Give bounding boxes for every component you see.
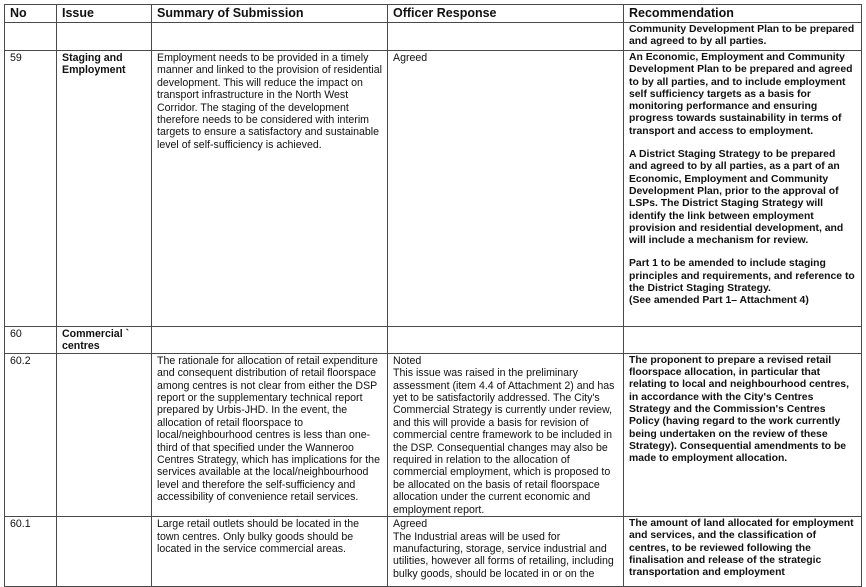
table-row bbox=[5, 327, 862, 354]
recommendation-text: The amount of land allocated for employment and services, and the classification of centres, to be reviewed following the finalisation and release of the strategic transportation and employment bbox=[629, 518, 854, 579]
submissions-table bbox=[4, 4, 862, 587]
cell-summary bbox=[152, 327, 388, 354]
cell-no: 60.2 bbox=[5, 353, 57, 516]
cell-recommendation bbox=[624, 23, 862, 51]
cell-no bbox=[5, 23, 57, 51]
table-row bbox=[5, 517, 862, 587]
recommendation-text: The proponent to prepare a revised retail floorspace allocation, in particular that relating to local and neighbourhood centres, in accordance with the City's Centres Strategy and the Commission's Centres Policy (having regard to the work currently being undertaken on the review of these Strategy). Consequential amendments to be made to employment allocation. bbox=[629, 354, 849, 465]
cell-summary: Large retail outlets should be located in the town centres. Only bulky goods should be located in the service commercial areas. bbox=[152, 517, 388, 587]
cell-recommendation bbox=[624, 353, 862, 516]
header-summary: Summary of Submission bbox=[152, 5, 388, 23]
cell-recommendation bbox=[624, 51, 862, 327]
cell-officer-response bbox=[388, 23, 624, 51]
table-row bbox=[5, 51, 862, 327]
cell-recommendation bbox=[624, 517, 862, 587]
cell-issue bbox=[57, 353, 152, 516]
cell-officer-response: Agreed The Industrial areas will be used for manufacturing, storage, service industrial and utilities, however all forms of retailing, including bulky goods, should be located in or on the bbox=[388, 517, 624, 587]
cell-issue bbox=[57, 23, 152, 51]
cell-no: 60.1 bbox=[5, 517, 57, 587]
table-header-row bbox=[5, 5, 862, 23]
cell-no: 59 bbox=[5, 51, 57, 327]
table-row bbox=[5, 353, 862, 516]
table-row bbox=[5, 23, 862, 51]
recommendation-text: Community Development Plan to be prepared and agreed to by all parties. bbox=[629, 24, 855, 48]
recommendation-text: An Economic, Employment and Community Development Plan to be prepared and agreed to by all parties, and to include employment self sufficiency targets as a basis for monitoring performance and ensuring progress towards sustainability in terms of transport and access to employment. bbox=[629, 52, 853, 137]
header-recommendation: Recommendation bbox=[624, 5, 862, 23]
recommendation-text: Part 1 to be amended to include staging principles and requirements, and reference to the District Staging Strategy. bbox=[629, 258, 855, 295]
cell-summary bbox=[152, 23, 388, 51]
cell-issue: Commercial ` centres bbox=[57, 327, 152, 354]
cell-officer-response: Agreed bbox=[388, 51, 624, 327]
header-no: No bbox=[5, 5, 57, 23]
cell-issue: Staging and Employment bbox=[57, 51, 152, 327]
cell-recommendation bbox=[624, 327, 862, 354]
cell-summary: Employment needs to be provided in a timely manner and linked to the provision of residential development. This will reduce the impact on transport infrastructure in the North West Corridor. The staging of the development therefore needs to be considered with interim targets to ensure a satisfactory and sustainable level of self-sufficiency is achieved. bbox=[152, 51, 388, 327]
cell-issue bbox=[57, 517, 152, 587]
cell-officer-response: Noted This issue was raised in the preliminary assessment (item 4.4 of Attachment 2) and has yet to be satisfactorily addressed. The City's Commercial Strategy is currently under review, and this will provide a basis for revision of commercial centre framework to be included in the DSP. Consequential changes may also be required in relation to the allocation of commercial employment, which is proposed to be allocated on the basis of retail floorspace allocation under the current economic and employment report. bbox=[388, 353, 624, 516]
cell-officer-response bbox=[388, 327, 624, 354]
header-issue: Issue bbox=[57, 5, 152, 23]
cell-no: 60 bbox=[5, 327, 57, 354]
header-officer-response: Officer Response bbox=[388, 5, 624, 23]
cell-summary: The rationale for allocation of retail expenditure and consequent distribution of retail floorspace among centres is not clear from either the DSP report or the supplementary technical report prepared by Urbis-JHD. In the event, the allocation of retail floorspace to local/neighbourhood centres is less than one-third of that specified under the Wanneroo Centres Strategy, which has implications for the services available at the local/neighbourhood level and therefore the self-sufficiency and accessibility of convenience retail services. bbox=[152, 353, 388, 516]
recommendation-text: A District Staging Strategy to be prepared and agreed to by all parties, as a part of an Economic, Employment and Community Development Plan, prior to the approval of LSPs. The District Staging Strategy will identify the link between employment provision and residential development, and will include a mechanism for review. bbox=[629, 149, 844, 247]
recommendation-text: (See amended Part 1– Attachment 4) bbox=[629, 295, 809, 307]
